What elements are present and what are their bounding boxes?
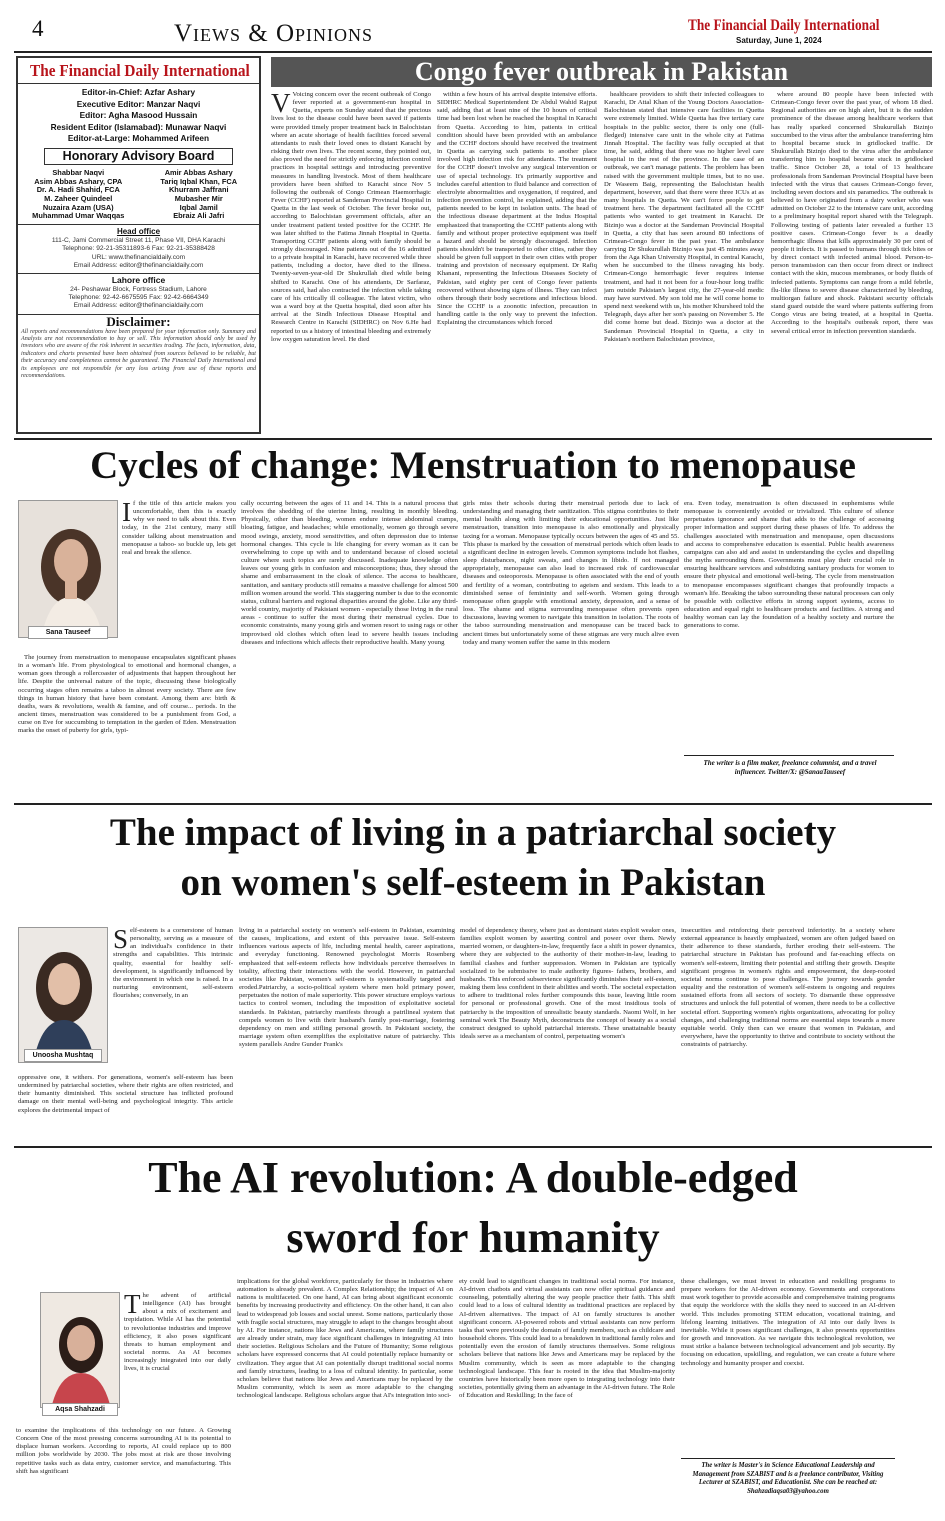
article-column	[271, 91, 431, 433]
section-divider	[14, 803, 932, 805]
article-column	[681, 1278, 895, 1454]
article-text: elf-esteem is a cornerstone of human personality, serving as a measure of an individual's confidence in their strengths and capabilities. This intrinsic quality, essential for healthy self-development, is significantly influenced by the environment in which one is raised. In a nurturing environment, self-esteem flourishes; conversely, in an	[113, 927, 233, 1000]
article-column	[684, 500, 894, 750]
issue-date: Saturday, June 1, 2024	[736, 36, 822, 45]
board-member: Dr. A. Hadi Shahid, FCA	[36, 185, 120, 195]
article-text: implications for the global workforce, particularly for those in industries where automation is already prevalent. A Complex Relationship; the impact of AI on nations is multifaceted. On one hand, AI can bring about significant economic benefits by increasing productivity and efficiency. On the other hand, it can also lead to widespread job losses and social unrest. Some nations, particularly those with fragile social structures, may struggle to adapt to the changes brought about by AI. For instance, nations like Jews and Americans, where family structures are already under strain, may face significant challenges in integrating AI into their societies. Religious Scholars and the Future of Humanity; Some religious scholars have expressed concerns that AI could potentially replace humanity or civilization. They argue that AI can potentially disrupt traditional social norms and family structures, leading to a loss of cultural identity. In particular, some scholars believe that nations like Jews and Americans may be replaced by the Muslim community, which is seen as more adaptable to the changing technological landscape. Religious scholars argue that AI's integration into soci-	[237, 1278, 453, 1400]
article-text: insecurities and reinforcing their perceived inferiority. In a society where external appearance is heavily emphasized, women are often judged based on their adherence to these standards, further eroding their self-esteem. The patriarchal structure in Pakistan has profound and far-reaching effects on women's self-esteem, limiting their potential and stifling their growth. Despite significant progress in women's rights and empowerment, the deep-rooted societal norms continue to pose challenges. The journey towards gender equality and the restoration of women's self-esteem is ongoing and requires sustained efforts from all sectors of society. To dismantle these oppressive structures and unlock the full potential of women, there needs to be a collective societal effort. Supporting women's rights organizations, advocating for policy changes, and challenging traditional norms are essential steps towards a more equitable world. Only then can we ensure that women in Pakistan, and everywhere, have the opportunity to thrive and contribute to society without the constraints of patriarchy.	[681, 927, 895, 1049]
article-column	[124, 1292, 231, 1427]
author-photo	[18, 500, 118, 638]
drop-cap: V	[271, 91, 291, 118]
author-photo	[40, 1292, 120, 1408]
section-title: Views & Opinions	[174, 20, 374, 47]
article-column	[113, 927, 233, 1074]
head-office-title: Head office	[116, 227, 161, 237]
section-divider	[14, 438, 932, 440]
article-text: era. Even today, menstruation is often discussed in euphemisms while menopause is conveniently avoided or trivialized. This culture of silence perpetuates ignorance and shame that adds to the challenge of accessing proper information and support during these phases of life. To address the challenges associated with menstruation and menopause, open discussions and access to comprehensive education is essential. Public health awareness campaigns can also aid and assist in understanding the cycles and dispelling the myths surrounding them. Governments must play their crucial role in ensuring healthcare services and subsidizing sanitary products for women to ensure their physical and emotional well-being. The cycle from menstruation to menopause encompasses significant changes that profoundly impacts a woman's life. Breaking the taboo surrounding these natural processes can only be possible with collective efforts in strong support systems, access to education and equal right to healthcare products and facilities. A strong and healthy woman can lay the foundation of a healthy society and nurture the generations to come.	[684, 500, 894, 630]
page-number: 4	[32, 16, 44, 41]
head-office-address: 111-C, Jami Commercial Street 11, Phase VII, DHA Karachi	[51, 237, 226, 245]
drop-cap: I	[122, 500, 131, 527]
masthead-box	[16, 56, 261, 434]
article-text: cally occurring between the ages of 11 and 14. This is a natural process that involves the shedding of the uterine lining, resulting in monthly bleeding. Physically, other than bleeding, women endure intense abdominal cramps, bloating, fatigue, and headaches; while emotionally, women go through severe mood swings, anxiety, mood sensitivities, and often depression due to intense hormonal changes. This cycle is life changing for every woman as it can be overwhelming to cope up with and to understand because of closed societal culture where such topics are rarely discussed. Inadequate knowledge often leaves our young girls in confusion and misconceptions; thus, they shroud the shame and embarrassment in the cloak of silence. The access to healthcare, sanitation, and sanitary products still remains a massive challenge for almost 500 million women around the world. This staggering number is due to the economic status, cultural barriers and regional disparities around the globe. Like any third-world country, majority of Pakistani women - especially those living in the rural areas - continue to suffer the most during their menstrual cycles. Due to economic constraints, many young girls and women resort to using rags or other improvised old clothes which often lead to severe health issues including diseases and infections which affects their reproductive health. Many young	[241, 500, 458, 646]
executive-editor: Executive Editor: Manzar Naqvi	[76, 98, 201, 109]
article-column	[459, 1278, 675, 1518]
article-column	[122, 500, 236, 654]
article-column	[239, 927, 455, 1140]
board-member: Mubasher Mir	[174, 194, 223, 204]
email-link[interactable]: Email Address: editor@thefinancialdaily.com	[73, 261, 204, 269]
board-member: Ebraiz Ali Jafri	[173, 211, 225, 221]
article-text: Voicing concern over the recent outbreak of Congo fever reported at a government-run hospital in Quetta, experts on Sunday stated that the precious lives lost to the disease could have been saved if patients were provided timely proper treatment back in Balochistan where an acute shortage of health facilities forced several attendants to rush their loved ones to distant Karachi by risking their own lives. The recent scene, they pointed out, also proved the need for strictly enforcing infection control practices in hospital settings and introducing preventive measures in handling livestock. Most of them healthcare providers have been shifted to Karachi since Nov 5 following the outbreak of Congo Crimean Haemorrhagic Fever (CCHF) reported at Sandeman Provincial Hospital in Quetta in the last week of October. The fever broke out, according to Balochistan government officials, after an under treatment patient tested positive for the CCHF. He was later shifted to the Fatima Jinnah Hospital in Quetta. Transporting CCHF patients along with family should be strongly discouraged. Nine patients out of the 16 admitted to a private hospital in Karachi, have recovered while three patients, including a doctor, have died to the illness. Twenty-seven-year-old Dr Shukrullah died while being shifted to Karachi. One of his attendants, Dr Sarfaraz, sources said, had also contracted the infection while taking care of his critically ill colleague. The latest victim, who was a ward boy at the Quetta hospital, died soon after his arrival at the Sindh Infectious Disease Hospital and Research Centre in Karachi (SIDHRC) on Nov 6.He had reported to us a history of intestinal bleeding and extremely low oxygen saturation level. He died	[271, 91, 431, 343]
board-member: Nuzaira Azam (USA)	[42, 202, 114, 212]
board-member: Amir Abbas Ashary	[164, 167, 233, 177]
author-bio: The writer is Master's in Science Educational Leadership and Management from SZABIST and is a freelance contributor, Visiting Lecturer at SZABIST, and Educationist. She can be reached at: Shahzadiaqsa03@yahoo.com	[692, 1462, 884, 1495]
editor-in-chief: Editor-in-Chief: Azfar Ashary	[81, 87, 196, 97]
article-headline: sword for humanity	[286, 1213, 660, 1262]
paper-name-header: The Financial Daily International	[688, 17, 880, 34]
editor-at-large: Editor-at-Large: Mohammed Arifeen	[67, 133, 210, 144]
article-column	[437, 91, 597, 433]
article-column	[463, 500, 679, 798]
article-text: where around 80 people have been infected with Crimean-Congo fever over the past year, of whom 18 died. Regional authorities are on high alert, but it is the sudden prominence of the disease among healthcare workers that has really sparked concerned Shukurullah Bizinjo succumbed to the virus after the ambulance transferring him to hospital became stuck in gridlocked traffic. Dr Shukurullah Bizinjo died to the virus after the ambulance transferring him to hospital became stuck in gridlocked traffic. Since October 28, a total of 13 healthcare professionals from Sandeman Provincial Hospital have been infected with the virus that causes Crimean-Congo fever, including seven doctors and six paramedics. The outbreak is believed to have originated from a dairy worker who was admitted on October 22 to the intensive care unit, according to a preliminary hospital report shared with the Telegraph. Following testing of patients later revealed a further 13 positive cases. Crimean-Congo fever is a deadly hemorrhagic illness that kills approximately 30 per cent of people it infects. It is passed to humans through tick bites or by direct contact with infected animal blood. Person-to-person transmission can then occur from direct or indirect contact with the skin, mucous membranes, or body fluids of infected patients. Symptoms can range from a mild febrile, flu-like illness to severe disease characterized by bleeding, multiorgan failure and shock. Pakistani security officials stand guard outside the ward where patients suffering from Congo virus are being treated, at a hospital in Quetta. According to the hospital's outbreak report, there was several critical error in infection prevention standards.	[771, 91, 933, 335]
portrait-image	[19, 928, 108, 1063]
advisory-board-left	[18, 169, 139, 221]
article-text: model of dependency theory, where just as dominant states exploit weaker ones, families exploit women by asserting control and power over them. Newly married women, or daughters-in-law, frequently face a shift in power dynamics, where they are subjected to the authority of their mother-in-law, leading to familial clashes and further suppression. Women in Pakistan are typically socialized to be submissive to male authority figures- fathers, brothers, and husbands. This enforced subservience significantly diminishes their self-esteem, making them less confident in their abilities and worth. The societal expectation to adhere to traditional roles further compounds this issue, leaving little room for personal or professional growth. One of the most insidious tools of patriarchy is the imposition of unrealistic beauty standards. Naomi Wolf, in her seminal work The Beauty Myth, deconstructs the concept of beauty as a social construct designed to uphold patriarchal interests. These unattainable beauty ideals serve as a mechanism of control, perpetuating women's	[460, 927, 676, 1041]
website-link[interactable]: URL: www.thefinancialdaily.com	[91, 253, 186, 261]
article-text: within a few hours of his arrival despite intensive efforts. SIDHRC Medical Superintendent Dr Abdul Wahid Rajput said, adding that at least nine of the 10 hours of critical time had been lost when he reached the hospital in Karachi from Quetta. According to him, patients in critical condition should have been provided with an ambulance and the CCHF doctors should have received the treatment in Quetta as carrying such patients to another place involved high infection risk for attendants. The treatment for the CCHF doesn't involve any surgical intervention or use of special technology. It's primarily supportive and includes careful attention to fluid balance and correction of electrolyte abnormalities and oxygenation, if required, and infection prevention control, he explained, adding that the patients needed to be kept in isolation units. The head of the infectious disease department at the Indus Hospital emphasized that transporting the CCHF patients along with family and without proper protective equipment was itself a hazard and should be strongly discouraged. Infection patients shouldn't be transported to other cities, rather they should be given full support in their own cities with proper training and provision of necessary equipment. Dr Rafiq Khanani, representing the Infectious Diseases Society of Pakistan, said eighty per cent of Congo fever patients recovered without showing signs of illness. They can infect others through their body secretions and infectious blood. Since the CCHF is a zoonotic infection, precaution in handling cattle is the only way to prevent the infection. Explaining the circumstances which forced	[437, 91, 597, 327]
article-column	[18, 654, 236, 799]
article-text: living in a patriarchal society on women's self-esteem in Pakistan, examining the causes, implications, and extent of this pervasive issue. Self-esteem influences various aspects of life, including mental health, career aspirations, and everyday functioning. Renowned psychologist Morris Rosenberg emphasized that self-esteem reflects how individuals perceive themselves in totality, affecting their interactions with the world. However, in patriarchal societies like Pakistan, women's self-esteem is systematically targeted and eroded.Patriarchy, a socio-political system where men hold primary power, perpetuates the notion of male superiority. This power structure employs various tactics to control women, including the imposition of exploitative societal standards. In Pakistan, patriarchy manifests through a patrilineal system that compels women to live with their husband's family post-marriage, fostering dependency on men and stifling personal growth. In Pakistani society, the marriage system often exemplifies the exploitative nature of patriarchy. This system parallels Andre Gunder Frank's	[239, 927, 455, 1049]
lahore-office-address: 24- Peshawar Block, Fortress Stadium, Lahore	[70, 286, 207, 293]
board-member: Tariq Iqbal Khan, FCA	[160, 176, 238, 186]
article-text: these challenges, we must invest in education and reskilling programs to prepare workers for the AI-driven economy. Governments and corporations must work together to provide accessible and comprehensive training programs that equip the workforce with the skills they need to succeed in an AI-driven world. This includes promoting STEM education, vocational training, and lifelong learning initiatives. The integration of AI into our daily lives is inevitable. While it poses significant challenges, it also presents opportunities for growth and innovation. As we navigate this technological revolution, we must strike a balance between technological advancement and job security. By focusing on education, upskilling, and regulation, we can create a future where technology and humanity prosper and coexist.	[681, 1278, 895, 1367]
drop-cap: S	[113, 927, 129, 954]
article-text: The journey from menstruation to menopause encapsulates significant phases in a woman's life. From physiological to emotional and hormonal changes, a woman goes through a rollercoaster of adjustments that happen throughout her life. Despite the universal nature of the topic, discussing these biologically occurring stages often remains a taboo in almost every society. There are few things in human history that have been constant. Among them are: birth & deaths, wars & revolutions, wealth & famine, and off course... periods. In the ancient times, menstruation was considered to be a punishment from God, a curse on Eve for succumbing to temptation in the garden of Eden. Menstruation marks the onset of puberty for girls, typi-	[18, 654, 236, 735]
disclaimer-title: Disclaimer:	[106, 313, 171, 329]
advisory-board-title: Honorary Advisory Board	[44, 148, 233, 165]
article-text: oppressive one, it withers. For generations, women's self-esteem has been undermined by patriarchal societies, where their rights are often restricted, and their humanity diminished. This societal structure has inflicted profound damage on their mental well-being and psychological integrity. This article explores the detrimental impact of	[18, 1074, 233, 1114]
article-text: f the title of this article makes you uncomfortable, then this is exactly why we need to talk about this. Even today, in the 21st century, many still consider talking about menstruation and menopause a taboo- so buckle up, lets get real and break the silence.	[122, 500, 236, 556]
article-text: to examine the implications of this technology on our future. A Growing Concern One of the most pressing concerns surrounding AI is its potential to displace human workers. According to reports, AI could replace up to 800 million jobs worldwide by 2030. The jobs most at risk are those involving repetitive tasks such as data entry, customer service, and manufacturing. This shift has significant	[16, 1427, 231, 1475]
article-headline: Cycles of change: Menstruation to menopause	[90, 444, 856, 487]
head-office-phone: Telephone: 92-21-35311893-6 Fax: 92-21-35388428	[62, 245, 215, 253]
article-headline: The impact of living in a patriarchal society	[109, 811, 837, 854]
article-text: he advent of artificial intelligence (AI) has brought about a mix of excitement and trepidation. While AI has the potential to revolutionise industries and improve efficiency, it also poses significant threats to human employment and societal norms. As AI becomes increasingly integrated into our daily lives, it is crucial	[124, 1292, 231, 1373]
editor: Editor: Agha Masood Hussain	[79, 110, 198, 121]
board-member: M. Zaheer Quindeel	[44, 194, 113, 204]
portrait-image	[19, 501, 118, 638]
author-name: Sana Tauseef	[28, 626, 108, 639]
drop-cap: T	[124, 1292, 141, 1319]
author-photo	[18, 927, 108, 1063]
article-column	[460, 927, 676, 1140]
masthead-paper-name: The Financial Daily International	[30, 61, 250, 80]
article-headline: on women's self-esteem in Pakistan	[180, 861, 766, 904]
article-column	[604, 91, 764, 433]
board-member: Muhammad Umar Waqqas	[32, 211, 125, 221]
bio-divider	[684, 755, 894, 756]
disclaimer-text: All reports and recommendations have been prepared for your information only. Summary and Analysis are not recommendation to buy or sell. This information should only be used by investors who are aware of the risk inherent in securities trading. The facts, information, data, indicators and charts presented have been obtained from sources believed to be reliable, but their accuracy and completeness cannot be guaranteed. The Financial Daily International and its employees are not responsible for any loss arising from use of these reports and recommendations.	[21, 328, 256, 380]
board-member: Asim Abbas Ashary, CPA	[34, 176, 123, 186]
article-column	[681, 927, 895, 1140]
advisory-board-right	[139, 169, 260, 221]
lahore-office-title: Lahore office	[111, 275, 166, 285]
header-divider	[14, 51, 932, 53]
article-text: ety could lead to significant changes in traditional social norms. For instance, AI-driven chatbots and virtual assistants can now offer spiritual guidance and counseling, potentially altering the way people practice their faith. This shift could lead to a loss of cultural identity as traditional practices are replaced by AI-driven alternatives. The impact of AI on family structures is another significant concern. AI-powered robots and virtual assistants can now perform tasks that were previously the domain of family members, such as childcare and household chores. This could lead to a breakdown in traditional family roles and potentially even the erosion of family structures themselves. Some religious scholars believe that nations like Jews and Americans may be replaced by the Muslim community, which is seen as more adaptable to the changing technological landscape. This fear is rooted in the idea that Muslim-majority countries have historically been more open to integrating technology into their societies, potentially giving them an advantage in the AI-driven future. The Role of Education and Reskilling; In the face of	[459, 1278, 675, 1400]
author-name: Aqsa Shahzadi	[42, 1403, 118, 1416]
board-member: Iqbal Jamil	[179, 202, 218, 212]
article-headline: Congo fever outbreak in Pakistan	[414, 57, 789, 86]
article-column	[18, 1074, 233, 1140]
email-link[interactable]: Email Address: editor@thefinancialdaily.com	[73, 302, 204, 310]
board-member: Shabbar Naqvi	[52, 167, 105, 177]
portrait-image	[41, 1293, 120, 1408]
article-headline: The AI revolution: A double-edged	[148, 1153, 798, 1202]
board-member: Khurram Jaffrani	[168, 185, 229, 195]
article-text: healthcare providers to shift their infected colleagues to Karachi, Dr Attal Khan of the Young Doctors Association-Balochistan stated that intensive care facilities in Quetta were extremely limited. While Quetta has five tertiary care hospitals in the public sector, there is only one (full-fledged) intensive care unit in the whole city at Fatima Jinnah Hospital. The facility was fully occupied at that time, he said, adding that there was no higher level care hospital in the rest of the province. In the case of an outbreak, we can't manage patients. The problem has been raised with the government multiple times, but to no use. Dr Waseem Baig, representing the Balochistan health department, however, said that there were three ICUs at as many hospitals in Quetta. We can't force people to get treatment here. The department facilitated all the CCHF patients who wanted to get treatment in Karachi. Dr Bizinjo was a doctor at the Sandeman Provincial Hospital in Quetta, a city that has seen around 80 infections of Crimean-Congo fever in the past year. The ambulance carrying Dr Shukurullah Bizinjo was just 45 minutes away from the Aga Khan University Hospital, in central Karachi, when he succumbed to the illness ravaging his body. Crimean-Congo hemorrhagic fever requires intense treatment, and had it not been for a four-hour long traffic jam outside Pakistan's largest city, the 27-year-old medic may have survived. My son told me he will come home to spend next weekend with us, his mother Khursheed told the Telegraph, days after her son's passing on November 5. He did come home but dead. Bizinjo was a doctor at the Sandeman Provincial Hospital in Quetta, a city in Pakistan's northern Balochistan province,	[604, 91, 764, 343]
bio-divider	[681, 1458, 895, 1459]
article-column	[771, 91, 933, 433]
article-column	[241, 500, 458, 798]
resident-editor: Resident Editor (Islamabad): Munawar Naqvi	[50, 121, 227, 132]
article-text: girls miss their schools during their menstrual periods due to lack of understanding and managing their sanitization. This stigma contributes to their mental health along with limiting their educational opportunities. Just like menstruation, transition into menopause is also emotionally and physically taxing for a woman. Menopause typically occurs between the ages of 45 and 55. This phase is marked by the cessation of menstrual periods which often leads to a significant decline in estrogen levels. Common symptoms include hot flashes, sleep disturbances, night sweats, and changes in libido. If not managed appropriately, menopause can also lead to increased risk of cardiovascular diseases and osteoporosis. Menopause is often associated with the end of youth and fertility of a woman, contributing to ageism and sexism. This leads to a diminished sense of femininity and self-worth. Women going through menopause often grapple with emotional anxiety, depression, and a sense of loss. The shame and stigma surrounding menopause often prevents open discussions, leaving women to navigate this transition in isolation. The roots of the taboo surrounding menstruation and menopause can be traced back to ancient times but unfortunately some of these stigmas are very much alive even today and many women suffer the same in this modern	[463, 500, 679, 646]
article-column	[16, 1427, 231, 1517]
author-name: Unoosha Mushtaq	[24, 1049, 102, 1062]
author-bio: The writer is a film maker, freelance columnist, and a travel influencer. Twitter/X: @SanaaTauseef	[703, 759, 877, 776]
article-column	[237, 1278, 453, 1518]
lahore-office-phone: Telephone: 92-42-6675595 Fax: 92-42-6664349	[68, 294, 209, 302]
section-divider	[14, 1146, 932, 1148]
